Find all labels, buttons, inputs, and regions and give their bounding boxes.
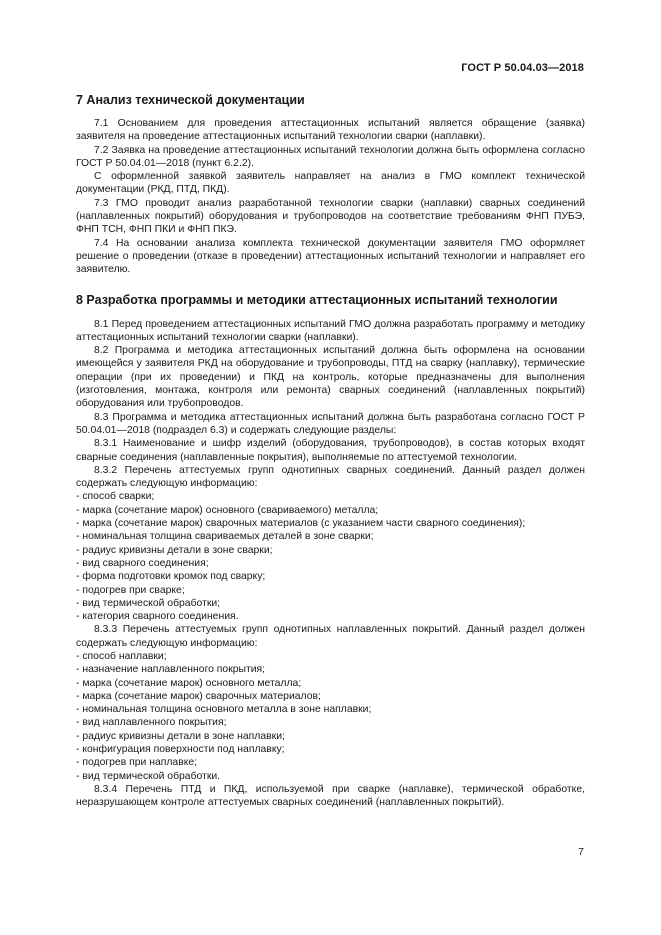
list-item: - конфигурация поверхности под наплавку; bbox=[76, 744, 285, 756]
paragraph-8-3: 8.3 Программа и методика аттестационных испытаний должна быть разработана согласно ГОСТ Р 50.04.01—2018 (подраздел 6.3) и содержать следующие разделы: bbox=[76, 411, 585, 436]
list-item: - способ сварки; bbox=[76, 491, 155, 503]
document-code: ГОСТ Р 50.04.03—2018 bbox=[461, 62, 584, 74]
paragraph-8-2: 8.2 Программа и методика аттестационных испытаний должна быть оформлена на основании имеющейся у заявителя РКД на оборудование и трубопроводы, ПТД на сварку (наплавку), термические операции (при их проведении) и ПКД на контроль, которые предназначены для выполнения (изготовления, монтажа, контроля или ремонта) сварных соединений (наплавленных покрытий) оборудования или трубопроводов. bbox=[76, 345, 585, 410]
list-item: - номинальная толщина основного металла в зоне наплавки; bbox=[76, 704, 372, 716]
paragraph-8-1: 8.1 Перед проведением аттестационных испытаний ГМО должна разработать программу и методику аттестационных испытаний технологии сварки (наплавки). bbox=[76, 318, 585, 343]
paragraph-7-1: 7.1 Основанием для проведения аттестационных испытаний является обращение (заявка) заявителя на проведение аттестационных испытаний технологии сварки (наплавки). bbox=[76, 118, 585, 143]
section-8-heading: 8 Разработка программы и методики аттестационных испытаний технологии bbox=[76, 292, 558, 307]
list-item: - вид термической обработки. bbox=[76, 770, 221, 782]
list-item: - подогрев при наплавке; bbox=[76, 757, 198, 769]
list-item: - марка (сочетание марок) основного (свариваемого) металла; bbox=[76, 504, 379, 516]
paragraph-8-3-2: 8.3.2 Перечень аттестуемых групп однотипных сварных соединений. Данный раздел должен содержать следующую информацию: bbox=[76, 464, 585, 490]
list-item: - способ наплавки; bbox=[76, 650, 167, 662]
list-item: - вид сварного соединения; bbox=[76, 557, 209, 569]
section-7-heading: 7 Анализ технической документации bbox=[76, 93, 305, 107]
page-number: 7 bbox=[578, 846, 584, 858]
paragraph-7-2: 7.2 Заявка на проведение аттестационных испытаний технологии должна быть оформлена согласно ГОСТ Р 50.04.01—2018 (пункт 6.2.2). bbox=[76, 144, 585, 169]
paragraph-8-3-3: 8.3.3 Перечень аттестуемых групп однотипных наплавленных покрытий. Данный раздел должен содержать следующую информацию: bbox=[76, 624, 585, 649]
page-content bbox=[76, 92, 585, 810]
list-item: - форма подготовки кромок под сварку; bbox=[76, 571, 266, 583]
list-item: - назначение наплавленного покрытия; bbox=[76, 664, 266, 676]
paragraph-7-3: 7.3 ГМО проводит анализ разработанной технологии сварки (наплавки) сварных соединений (наплавленных покрытий) оборудования и трубопроводов на соответствие требованиям ФНП ПУБЭ, ФНП ТСН, ФНП ПКИ и ФНП ПКЭ. bbox=[76, 197, 585, 236]
paragraph-7-2-note: С оформленной заявкой заявитель направляет на анализ в ГМО комплект технической документации (РКД, ПТД, ПКД). bbox=[76, 171, 585, 196]
paragraph-8-3-4: 8.3.4 Перечень ПТД и ПКД, используемой при сварке (наплавке), термической обработке, неразрушающем контроле аттестуемых сварных соединений (наплавленных покрытий). bbox=[76, 783, 585, 809]
list-item: - марка (сочетание марок) сварочных материалов; bbox=[76, 690, 321, 702]
list-item: - номинальная толщина свариваемых деталей в зоне сварки; bbox=[76, 531, 374, 543]
paragraph-7-4: 7.4 На основании анализа комплекта технической документации заявителя ГМО оформляет решение о проведении (отказе в проведении) аттестационных испытаний технологии и направляет его заявителю. bbox=[76, 237, 585, 276]
list-item: - радиус кривизны детали в зоне сварки; bbox=[76, 544, 273, 556]
list-item: - категория сварного соединения. bbox=[76, 611, 239, 623]
list-item: - радиус кривизны детали в зоне наплавки; bbox=[76, 730, 285, 742]
list-item: - вид наплавленного покрытия; bbox=[76, 717, 227, 729]
list-item: - марка (сочетание марок) сварочных материалов (с указанием части сварного соединения); bbox=[76, 518, 526, 530]
list-item: - подогрев при сварке; bbox=[76, 584, 185, 596]
list-item: - марка (сочетание марок) основного металла; bbox=[76, 677, 302, 689]
paragraph-8-3-1: 8.3.1 Наименование и шифр изделий (оборудования, трубопроводов), в состав которых входят сварные соединения (наплавленные покрытия), выполняемые по аттестуемой технологии. bbox=[76, 438, 585, 463]
list-item: - вид термической обработки; bbox=[76, 597, 221, 609]
